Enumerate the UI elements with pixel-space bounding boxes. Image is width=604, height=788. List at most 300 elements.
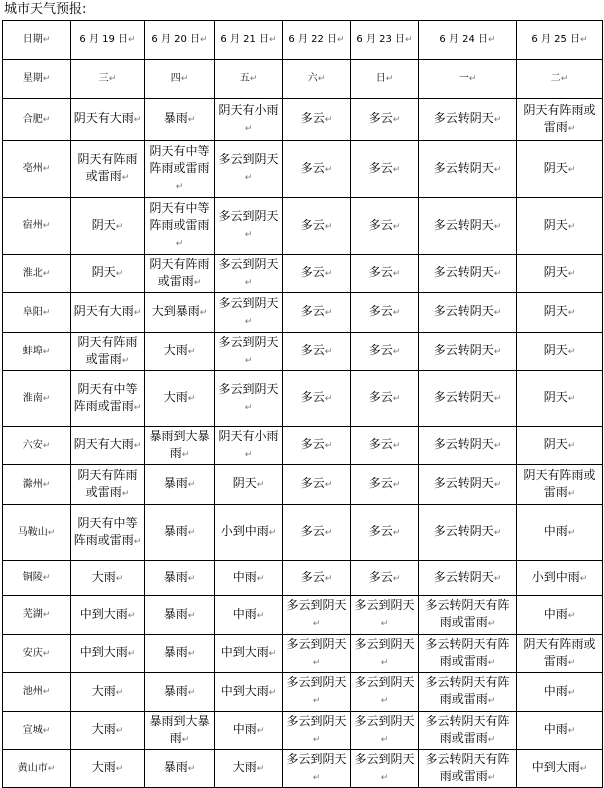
city-row xyxy=(3,561,603,596)
date-label: 日期↵ xyxy=(3,21,71,60)
forecast-cell: 阴天有小雨↵ xyxy=(215,99,283,141)
forecast-text: 阴天 xyxy=(91,217,116,232)
forecast-cell: 大雨↵ xyxy=(71,673,145,712)
forecast-text: 中雨 xyxy=(232,569,257,584)
forecast-cell: 阴天有中等阵雨或雷雨↵ xyxy=(71,505,145,561)
forecast-text: 阴天 xyxy=(232,476,257,490)
forecast-cell: 大雨↵ xyxy=(145,333,215,371)
forecast-text: 多云到阴天 xyxy=(286,713,347,728)
forecast-text: 多云转阴天有阵雨或雷雨 xyxy=(425,598,510,629)
city-row xyxy=(3,198,603,255)
forecast-cell: 阴天有阵雨或雷雨↵ xyxy=(517,99,603,141)
weekday-label-text: 星期 xyxy=(22,73,43,84)
forecast-table xyxy=(2,20,603,788)
weekday-cell-text: 日 xyxy=(375,73,386,84)
date-cell: 6 月 22 日↵ xyxy=(283,21,351,60)
forecast-text: 大雨 xyxy=(232,760,257,774)
forecast-text: 阴天有阵雨或雷雨 xyxy=(523,102,596,134)
forecast-cell: 阴天有中等阵雨或雷雨↵ xyxy=(145,198,215,255)
forecast-cell: 阴天↵ xyxy=(517,333,603,371)
forecast-text: 多云 xyxy=(300,160,325,175)
forecast-cell: 暴雨↵ xyxy=(145,505,215,561)
forecast-cell: 大到暴雨↵ xyxy=(145,293,215,333)
forecast-text: 阴天 xyxy=(91,265,116,279)
city-name-cell: 淮北↵ xyxy=(3,255,71,293)
forecast-cell: 大雨↵ xyxy=(71,712,145,750)
forecast-text: 多云转阴天 xyxy=(433,569,494,584)
forecast-cell: 多云转阴天↵ xyxy=(419,198,517,255)
forecast-cell: 多云↵ xyxy=(283,561,351,596)
forecast-table-body xyxy=(3,21,603,788)
forecast-text: 多云到阴天 xyxy=(354,751,415,766)
forecast-cell: 中到大雨↵ xyxy=(517,750,603,788)
city-name: 亳州 xyxy=(22,163,43,174)
date-label-text: 日期 xyxy=(22,34,43,45)
forecast-text: 多云到阴天 xyxy=(218,334,279,349)
forecast-cell: 多云到阴天↵ xyxy=(283,712,351,750)
forecast-text: 大雨 xyxy=(91,683,116,698)
forecast-text: 多云 xyxy=(300,304,325,318)
forecast-text: 暴雨 xyxy=(163,569,188,584)
forecast-text: 阴天 xyxy=(543,390,568,404)
forecast-cell: 多云↵ xyxy=(351,333,419,371)
forecast-text: 多云 xyxy=(368,304,393,318)
forecast-text: 小到中雨 xyxy=(531,569,580,584)
forecast-text: 多云到阴天 xyxy=(218,209,279,223)
forecast-text: 阴天有大雨 xyxy=(73,304,134,318)
forecast-text: 多云到阴天 xyxy=(286,675,347,689)
forecast-cell: 多云到阴天↵ xyxy=(351,712,419,750)
city-row xyxy=(3,635,603,673)
forecast-cell: 多云↵ xyxy=(351,141,419,198)
forecast-cell: 暴雨到大暴雨↵ xyxy=(145,427,215,465)
city-row xyxy=(3,371,603,427)
city-row xyxy=(3,255,603,293)
forecast-cell: 多云↵ xyxy=(351,465,419,505)
forecast-cell: 中到大雨↵ xyxy=(215,635,283,673)
forecast-cell: 阴天有大雨↵ xyxy=(71,99,145,141)
forecast-cell: 多云↵ xyxy=(283,293,351,333)
city-name-cell: 阜阳↵ xyxy=(3,293,71,333)
forecast-text: 多云到阴天 xyxy=(218,256,279,271)
forecast-cell: 阴天↵ xyxy=(517,427,603,465)
forecast-cell: 多云到阴天↵ xyxy=(283,750,351,788)
forecast-text: 多云 xyxy=(368,265,393,279)
forecast-cell: 阴天有中等阵雨或雷雨↵ xyxy=(71,371,145,427)
forecast-text: 暴雨 xyxy=(163,476,188,490)
city-name: 安庆 xyxy=(22,647,43,659)
city-name-cell: 铜陵↵ xyxy=(3,561,71,596)
forecast-text: 暴雨 xyxy=(163,760,188,774)
forecast-text: 中到大雨 xyxy=(79,645,128,659)
forecast-cell: 阴天↵ xyxy=(517,371,603,427)
forecast-cell: 多云到阴天↵ xyxy=(351,596,419,635)
forecast-cell: 多云转阴天↵ xyxy=(419,99,517,141)
forecast-cell: 多云↵ xyxy=(351,255,419,293)
forecast-text: 中到大雨 xyxy=(220,683,269,698)
forecast-cell: 暴雨↵ xyxy=(145,561,215,596)
city-name: 阜阳 xyxy=(22,306,43,318)
forecast-cell: 阴天↵ xyxy=(71,255,145,293)
forecast-cell: 大雨↵ xyxy=(71,750,145,788)
forecast-text: 阴天 xyxy=(543,437,568,451)
forecast-cell: 多云转阴天↵ xyxy=(419,141,517,198)
forecast-cell: 多云转阴天↵ xyxy=(419,333,517,371)
forecast-cell: 多云到阴天↵ xyxy=(283,673,351,712)
forecast-cell: 多云到阴天↵ xyxy=(351,635,419,673)
forecast-text: 阴天有大雨 xyxy=(73,437,134,451)
forecast-text: 多云转阴天 xyxy=(433,343,494,357)
forecast-text: 阴天 xyxy=(543,217,568,232)
forecast-cell: 多云↵ xyxy=(351,371,419,427)
weekday-cell: 五↵ xyxy=(215,60,283,99)
forecast-text: 阴天有小雨 xyxy=(218,102,279,117)
forecast-text: 暴雨到大暴雨 xyxy=(149,428,210,460)
city-name-cell: 黄山市↵ xyxy=(3,750,71,788)
forecast-cell: 阴天有阵雨或雷雨↵ xyxy=(71,141,145,198)
forecast-text: 多云转阴天 xyxy=(433,265,494,279)
forecast-text: 多云转阴天 xyxy=(433,160,494,175)
forecast-text: 暴雨 xyxy=(163,111,188,125)
forecast-text: 阴天有阵雨或雷雨 xyxy=(523,467,596,499)
forecast-text: 阴天有中等阵雨或雷雨 xyxy=(149,143,210,175)
weekday-cell-text: 四 xyxy=(170,73,181,84)
city-name: 淮北 xyxy=(22,267,43,279)
forecast-cell: 多云转阴天有阵雨或雷雨↵ xyxy=(419,673,517,712)
forecast-cell: 暴雨↵ xyxy=(145,596,215,635)
forecast-cell: 多云↵ xyxy=(351,505,419,561)
city-row xyxy=(3,465,603,505)
city-row xyxy=(3,505,603,561)
forecast-text: 大雨 xyxy=(163,343,188,357)
forecast-text: 多云 xyxy=(368,569,393,584)
forecast-text: 多云 xyxy=(368,343,393,357)
forecast-text: 阴天有大雨 xyxy=(73,111,134,125)
city-name-cell: 池州↵ xyxy=(3,673,71,712)
forecast-cell: 多云↵ xyxy=(283,333,351,371)
forecast-text: 阴天 xyxy=(543,304,568,318)
forecast-cell: 多云↵ xyxy=(283,198,351,255)
forecast-text: 多云到阴天 xyxy=(286,598,347,612)
forecast-text: 多云到阴天 xyxy=(354,598,415,612)
weekday-cell: 二↵ xyxy=(517,60,603,99)
forecast-text: 多云到阴天 xyxy=(354,713,415,728)
forecast-text: 多云到阴天 xyxy=(286,751,347,766)
date-cell-text: 6 月 21 日 xyxy=(220,34,270,45)
forecast-text: 多云 xyxy=(300,265,325,279)
city-name: 合肥 xyxy=(22,113,43,125)
forecast-text: 小到中雨 xyxy=(220,524,269,538)
city-name-cell: 蚌埠↵ xyxy=(3,333,71,371)
forecast-text: 多云 xyxy=(300,437,325,451)
forecast-text: 多云 xyxy=(300,524,325,538)
forecast-text: 多云到阴天 xyxy=(354,675,415,689)
weekday-cell: 三↵ xyxy=(71,60,145,99)
forecast-text: 多云 xyxy=(300,343,325,357)
forecast-text: 中雨 xyxy=(232,722,257,736)
city-name-cell: 亳州↵ xyxy=(3,141,71,198)
forecast-cell: 多云↵ xyxy=(283,465,351,505)
forecast-text: 多云 xyxy=(368,160,393,175)
forecast-text: 多云转阴天有阵雨或雷雨 xyxy=(425,636,510,668)
forecast-cell: 中到大雨↵ xyxy=(71,596,145,635)
city-name: 宣城 xyxy=(22,724,43,736)
forecast-cell: 阴天有阵雨或雷雨↵ xyxy=(517,635,603,673)
forecast-text: 中到大雨 xyxy=(79,606,128,621)
forecast-text: 多云转阴天 xyxy=(433,476,494,490)
forecast-text: 暴雨 xyxy=(163,683,188,698)
forecast-cell: 多云↵ xyxy=(283,371,351,427)
forecast-text: 中雨 xyxy=(543,606,568,621)
forecast-text: 大雨 xyxy=(91,722,116,736)
forecast-cell: 多云转阴天↵ xyxy=(419,255,517,293)
forecast-text: 阴天有阵雨或雷雨 xyxy=(149,256,210,288)
forecast-text: 多云 xyxy=(368,524,393,538)
forecast-cell: 多云↵ xyxy=(351,427,419,465)
forecast-cell: 多云到阴天↵ xyxy=(215,293,283,333)
forecast-cell: 多云↵ xyxy=(283,255,351,293)
forecast-text: 暴雨到大暴雨 xyxy=(149,713,210,745)
forecast-text: 阴天有阵雨或雷雨 xyxy=(77,152,138,183)
forecast-text: 阴天 xyxy=(543,160,568,175)
weekday-row xyxy=(3,60,603,99)
city-name-cell: 芜湖↵ xyxy=(3,596,71,635)
forecast-cell: 多云转阴天↵ xyxy=(419,561,517,596)
forecast-cell: 中雨↵ xyxy=(517,596,603,635)
forecast-text: 中雨 xyxy=(232,606,257,621)
date-cell: 6 月 19 日↵ xyxy=(71,21,145,60)
forecast-cell: 多云转阴天↵ xyxy=(419,505,517,561)
city-row xyxy=(3,712,603,750)
forecast-cell: 多云↵ xyxy=(351,561,419,596)
forecast-cell: 阴天有阵雨或雷雨↵ xyxy=(71,465,145,505)
forecast-cell: 阴天↵ xyxy=(215,465,283,505)
forecast-text: 多云到阴天 xyxy=(218,295,279,310)
forecast-cell: 多云转阴天↵ xyxy=(419,427,517,465)
city-name: 芜湖 xyxy=(22,609,43,620)
city-row xyxy=(3,427,603,465)
city-row xyxy=(3,99,603,141)
forecast-text: 多云转阴天 xyxy=(433,111,494,125)
forecast-cell: 多云↵ xyxy=(351,198,419,255)
city-name: 池州 xyxy=(22,686,43,697)
date-cell-text: 6 月 19 日 xyxy=(79,34,129,45)
date-row xyxy=(3,21,603,60)
forecast-cell: 多云↵ xyxy=(283,141,351,198)
forecast-text: 多云 xyxy=(300,111,325,125)
forecast-text: 暴雨 xyxy=(163,645,188,659)
city-row xyxy=(3,596,603,635)
forecast-cell: 多云到阴天↵ xyxy=(351,673,419,712)
forecast-text: 中雨 xyxy=(543,722,568,736)
forecast-cell: 暴雨↵ xyxy=(145,673,215,712)
forecast-cell: 阴天有阵雨或雷雨↵ xyxy=(71,333,145,371)
city-name: 淮南 xyxy=(22,392,43,404)
city-name-cell: 滁州↵ xyxy=(3,465,71,505)
date-cell-text: 6 月 24 日 xyxy=(439,34,489,45)
date-cell: 6 月 24 日↵ xyxy=(419,21,517,60)
weekday-cell-text: 三 xyxy=(98,73,109,84)
forecast-cell: 多云到阴天↵ xyxy=(351,750,419,788)
forecast-cell: 多云转阴天有阵雨或雷雨↵ xyxy=(419,712,517,750)
forecast-cell: 暴雨↵ xyxy=(145,635,215,673)
forecast-cell: 多云转阴天有阵雨或雷雨↵ xyxy=(419,596,517,635)
forecast-text: 多云转阴天有阵雨或雷雨 xyxy=(425,751,510,783)
weekday-cell: 一↵ xyxy=(419,60,517,99)
forecast-text: 多云 xyxy=(368,111,393,125)
forecast-text: 多云转阴天 xyxy=(433,437,494,451)
forecast-cell: 阴天有大雨↵ xyxy=(71,293,145,333)
forecast-cell: 小到中雨↵ xyxy=(215,505,283,561)
forecast-cell: 多云转阴天↵ xyxy=(419,293,517,333)
city-row xyxy=(3,673,603,712)
forecast-cell: 多云转阴天↵ xyxy=(419,371,517,427)
forecast-text: 多云 xyxy=(300,217,325,232)
forecast-text: 多云转阴天 xyxy=(433,524,494,538)
forecast-text: 多云 xyxy=(368,217,393,232)
forecast-text: 多云 xyxy=(300,390,325,404)
forecast-cell: 阴天有中等阵雨或雷雨↵ xyxy=(145,141,215,198)
forecast-text: 多云 xyxy=(300,569,325,584)
city-name-cell: 宣城↵ xyxy=(3,712,71,750)
city-name: 黄山市 xyxy=(17,762,48,774)
forecast-text: 多云 xyxy=(368,476,393,490)
city-name-cell: 六安↵ xyxy=(3,427,71,465)
forecast-text: 多云转阴天 xyxy=(433,304,494,318)
weekday-cell-text: 二 xyxy=(550,73,561,84)
forecast-cell: 中雨↵ xyxy=(215,561,283,596)
forecast-text: 多云到阴天 xyxy=(218,152,279,166)
weekday-cell: 四↵ xyxy=(145,60,215,99)
forecast-cell: 中雨↵ xyxy=(215,712,283,750)
forecast-cell: 阴天↵ xyxy=(71,198,145,255)
forecast-cell: 大雨↵ xyxy=(71,561,145,596)
date-cell-text: 6 月 23 日 xyxy=(356,34,406,45)
city-row xyxy=(3,750,603,788)
forecast-text: 中到大雨 xyxy=(531,760,580,774)
forecast-cell: 大雨↵ xyxy=(145,371,215,427)
forecast-text: 阴天有阵雨或雷雨 xyxy=(523,636,596,668)
forecast-cell: 阴天有阵雨或雷雨↵ xyxy=(517,465,603,505)
city-row xyxy=(3,333,603,371)
forecast-cell: 多云转阴天有阵雨或雷雨↵ xyxy=(419,750,517,788)
forecast-cell: 中到大雨↵ xyxy=(71,635,145,673)
forecast-cell: 暴雨↵ xyxy=(145,99,215,141)
date-cell-text: 6 月 22 日 xyxy=(288,34,338,45)
forecast-text: 阴天 xyxy=(543,343,568,357)
forecast-cell: 阴天↵ xyxy=(517,141,603,198)
city-row xyxy=(3,293,603,333)
weekday-cell: 日↵ xyxy=(351,60,419,99)
forecast-cell: 阴天有大雨↵ xyxy=(71,427,145,465)
city-name: 滁州 xyxy=(22,478,43,490)
weekday-cell: 六↵ xyxy=(283,60,351,99)
forecast-text: 多云转阴天 xyxy=(433,217,494,232)
forecast-cell: 阴天↵ xyxy=(517,198,603,255)
forecast-cell: 多云↵ xyxy=(283,427,351,465)
weekday-cell-text: 五 xyxy=(239,73,250,84)
city-name: 蚌埠 xyxy=(22,345,43,357)
forecast-text: 中到大雨 xyxy=(220,645,269,659)
forecast-cell: 多云转阴天有阵雨或雷雨↵ xyxy=(419,635,517,673)
date-cell: 6 月 20 日↵ xyxy=(145,21,215,60)
date-cell: 6 月 25 日↵ xyxy=(517,21,603,60)
city-name-cell: 淮南↵ xyxy=(3,371,71,427)
forecast-text: 中雨 xyxy=(543,524,568,538)
date-cell-text: 6 月 25 日 xyxy=(531,34,581,45)
forecast-cell: 多云到阴天↵ xyxy=(215,333,283,371)
city-name: 铜陵 xyxy=(22,572,43,583)
forecast-cell: 阴天↵ xyxy=(517,255,603,293)
forecast-text: 大到暴雨 xyxy=(151,304,200,318)
forecast-cell: 暴雨↵ xyxy=(145,465,215,505)
city-name: 宿州 xyxy=(22,220,43,231)
forecast-text: 阴天有阵雨或雷雨 xyxy=(77,334,138,366)
forecast-cell: 暴雨↵ xyxy=(145,750,215,788)
forecast-text: 阴天有中等阵雨或雷雨 xyxy=(149,200,210,232)
forecast-text: 阴天有小雨 xyxy=(218,428,279,443)
forecast-text: 大雨 xyxy=(91,569,116,584)
forecast-text: 多云到阴天 xyxy=(286,636,347,651)
forecast-text: 大雨 xyxy=(91,760,116,774)
forecast-text: 阴天 xyxy=(543,265,568,279)
forecast-cell: 大雨↵ xyxy=(215,750,283,788)
forecast-cell: 中雨↵ xyxy=(215,596,283,635)
forecast-cell: 多云到阴天↵ xyxy=(215,141,283,198)
forecast-text: 多云 xyxy=(368,437,393,451)
forecast-cell: 中雨↵ xyxy=(517,505,603,561)
date-cell: 6 月 21 日↵ xyxy=(215,21,283,60)
forecast-text: 阴天有中等阵雨或雷雨 xyxy=(73,515,138,547)
forecast-cell: 多云↵ xyxy=(283,505,351,561)
forecast-text: 多云转阴天有阵雨或雷雨 xyxy=(425,675,510,706)
forecast-cell: 多云到阴天↵ xyxy=(215,255,283,293)
forecast-text: 中雨 xyxy=(543,683,568,698)
forecast-cell: 多云到阴天↵ xyxy=(215,371,283,427)
forecast-cell: 多云转阴天↵ xyxy=(419,465,517,505)
forecast-text: 阴天有阵雨或雷雨 xyxy=(77,467,138,499)
forecast-cell: 阴天↵ xyxy=(517,293,603,333)
forecast-cell: 多云↵ xyxy=(351,293,419,333)
forecast-cell: 中到大雨↵ xyxy=(215,673,283,712)
city-row xyxy=(3,141,603,198)
forecast-text: 阴天有中等阵雨或雷雨 xyxy=(73,381,138,413)
forecast-text: 大雨 xyxy=(163,390,188,404)
forecast-cell: 小到中雨↵ xyxy=(517,561,603,596)
forecast-cell: 阴天有小雨↵ xyxy=(215,427,283,465)
forecast-text: 多云转阴天有阵雨或雷雨 xyxy=(425,713,510,745)
forecast-text: 多云到阴天 xyxy=(354,636,415,651)
city-name-cell: 马鞍山↵ xyxy=(3,505,71,561)
forecast-cell: 暴雨到大暴雨↵ xyxy=(145,712,215,750)
forecast-text: 暴雨 xyxy=(163,606,188,621)
date-cell: 6 月 23 日↵ xyxy=(351,21,419,60)
forecast-cell: 多云到阴天↵ xyxy=(283,635,351,673)
date-cell-text: 6 月 20 日 xyxy=(151,34,201,45)
city-name-cell: 安庆↵ xyxy=(3,635,71,673)
page-title: 城市天气预报: xyxy=(4,2,87,17)
forecast-text: 暴雨 xyxy=(163,524,188,538)
forecast-text: 多云 xyxy=(300,476,325,490)
city-name-cell: 合肥↵ xyxy=(3,99,71,141)
weekday-cell-text: 一 xyxy=(458,73,469,84)
forecast-cell: 多云↵ xyxy=(283,99,351,141)
weekday-cell-text: 六 xyxy=(307,73,318,84)
forecast-cell: 多云↵ xyxy=(351,99,419,141)
forecast-cell: 多云到阴天↵ xyxy=(215,198,283,255)
forecast-cell: 阴天有阵雨或雷雨↵ xyxy=(145,255,215,293)
forecast-text: 多云 xyxy=(368,390,393,404)
